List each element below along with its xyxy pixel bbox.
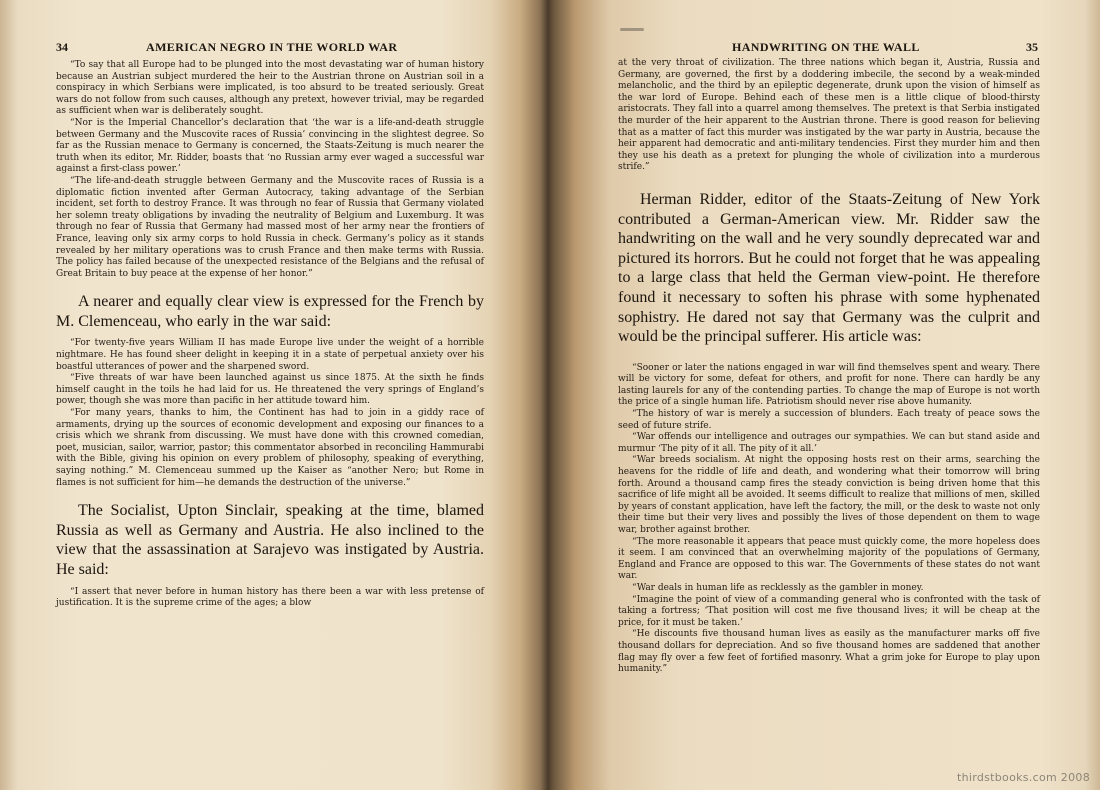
quote-paragraph: “For many years, thanks to him, the Continent has had to join in a giddy race of armaments, drying up the sources of economic development and exposing our finances to a crisis which we shrank from discussing. We must have done with this crowned comedian, poet, musician, sailor, warrior, pastor; this commentator absorbed in reconciling Hammurabi with the Bible, giving his opinion on every problem of philosophy, speaking of everything, saying nothing.” M. Clemenceau summed up the Kaiser as “another Nero; but Rome in flames is not sufficient for him—he demands the destruction of the universe.” [56, 408, 484, 488]
ink-smudge [620, 28, 644, 31]
watermark: thirdstbooks.com 2008 [956, 771, 1090, 784]
quote-paragraph: “The life-and-death struggle between Germany and the Muscovite races of Russia is a diplomatic fiction invented after German Autocracy, taking advantage of the Serbian incident, set forth to destroy France. It was through no fear of Russia that Germany violated her solemn treaty obligations by invading the neutrality of Belgium and Luxemburg. It was through no fear of Russia that Germany had massed most of her army near the frontiers of France, leaving only six army corps to hold Russia in check. Germany’s policy as it stands revealed by her military operations was to crush France and then make terms with Russia. The policy has failed because of the unexpected resistance of the Belgians and the refusal of Great Britain to buy peace at the expense of her honor.” [56, 175, 484, 279]
page-number: 35 [1026, 40, 1038, 54]
quote-paragraph: “To say that all Europe had to be plunged into the most devastating war of human history because an Austrian subject murdered the heir to the Austrian throne on Austrian soil in a conspiracy in which Serbians were implicated, is too absurd to be treated seriously. Great wars do not follow from such causes, although any pretext, however trivial, may be regarded as sufficient when war is deliberately sought. [56, 60, 484, 117]
quote-paragraph: “Imagine the point of view of a commanding general who is confronted with the task of taking a fortress; ‘That position will cost me five thousand lives; it will be cheap at the price, for it must be taken.’ [618, 594, 1040, 628]
quote-paragraph: “Sooner or later the nations engaged in war will find themselves spent and weary. There will be victory for some, defeat for others, and profit for none. There can hardly be any lasting laurels for any of the contending parties. To change the map of Europe is not worth the price of a single human life. Patriotism should never rise above humanity. [618, 362, 1040, 408]
quote-paragraph: “War offends our intelligence and outrages our sympathies. We can but stand aside and murmur ‘The pity of it all. The pity of it all.’ [618, 432, 1040, 454]
text-column [618, 58, 1040, 676]
running-head: AMERICAN NEGRO IN THE WORLD WAR [146, 40, 398, 54]
text-column [56, 60, 484, 610]
right-page [552, 0, 1100, 790]
body-paragraph: Herman Ridder, editor of the Staats-Zeitung of New York contributed a German-American view. Mr. Ridder saw the handwriting on the wall and he very soundly deprecated war and pictured its horrors. But he could not forget that he was appealing to a large class that held the German view-point. He therefore found it necessary to soften his phrase with some hyphenated sophistry. He dared not say that Germany was the culprit and would be the principal sufferer. His article was: [618, 190, 1040, 346]
quote-paragraph: “He discounts five thousand human lives as easily as the manufacturer marks off five thousand dollars for depreciation. And so five thousand homes are saddened that another flag may fly over a few feet of fortified masonry. What a grim joke for Europe to play upon humanity.” [618, 629, 1040, 675]
quote-paragraph: “The more reasonable it appears that peace must quickly come, the more hopeless does it seem. I am convinced that an overwhelming majority of the populations of Germany, England and France are opposed to this war. The Governments of these states do not want war. [618, 536, 1040, 582]
quote-paragraph: at the very throat of civilization. The three nations which began it, Austria, Russia and Germany, are governed, the first by a doddering imbecile, the second by a weak-minded melancholic, and the third by an epileptic degenerate, drunk upon the vision of himself as the war lord of Europe. Behind each of these men is a little clique of blood-thirsty aristocrats. They fall into a quarrel among themselves. The pretext is that Serbia instigated the murder of the heir apparent to the Austrian throne. There is good reason for believing that as a matter of fact this murder was instigated by the war party in Austria, because the heir apparent had democratic and anti-military tendencies. First they murder him and then they use his death as a pretext for plunging the whole of civilization into a murderous strife.” [618, 58, 1040, 173]
quote-paragraph: “War deals in human life as recklessly as the gambler in money. [632, 582, 924, 593]
left-page [0, 0, 548, 790]
quote-paragraph: “Nor is the Imperial Chancellor’s declaration that ‘the war is a life-and-death struggle between Germany and the Muscovite races of Russia’ convincing in the slightest degree. So far as the Russian menace to Germany is concerned, the Staats-Zeitung is much nearer the truth when its editor, Mr. Ridder, boasts that ‘no Russian army ever waged a successful war against a first-class power.’ [56, 117, 484, 175]
body-paragraph: The Socialist, Upton Sinclair, speaking at the time, blamed Russia as well as Germany and Austria. He also inclined to the view that the assassination at Sarajevo was instigated by Austria. He said: [56, 502, 484, 578]
quote-paragraph: “I assert that never before in human history has there been a war with less pretense of justification. It is the supreme crime of the ages; a blow [56, 586, 484, 609]
quote-paragraph: “Five threats of war have been launched against us since 1875. At the sixth he finds himself caught in the toils he had laid for us. He threatened the very springs of England’s power, though she was more than pacific in her attitude toward him. [56, 373, 484, 407]
quote-paragraph: “For twenty-five years William II has made Europe live under the weight of a horrible nightmare. He has found sheer delight in keeping it in a state of perpetual anxiety over his boastful utterances of power and the sharpened sword. [56, 338, 484, 372]
page-number: 34 [56, 40, 68, 54]
quote-paragraph: “War breeds socialism. At night the opposing hosts rest on their arms, searching the heavens for the riddle of life and death, and wondering what their tomorrow will bring forth. Around a thousand camp fires the steady conviction is being driven home that this sacrifice of life might all be avoided. It seems difficult to realize that millions of men, skilled by years of constant application, have left the factory, the mill, or the desk to waste not only their time but their very lives and possibly the lives of those dependent on them to wage war, brother against brother. [618, 455, 1040, 535]
running-head: HANDWRITING ON THE WALL [732, 40, 920, 54]
quote-paragraph: “The history of war is merely a succession of blunders. Each treaty of peace sows the seed of future strife. [618, 409, 1040, 431]
body-paragraph: A nearer and equally clear view is expressed for the French by M. Clemenceau, who early in the war said: [56, 293, 484, 330]
